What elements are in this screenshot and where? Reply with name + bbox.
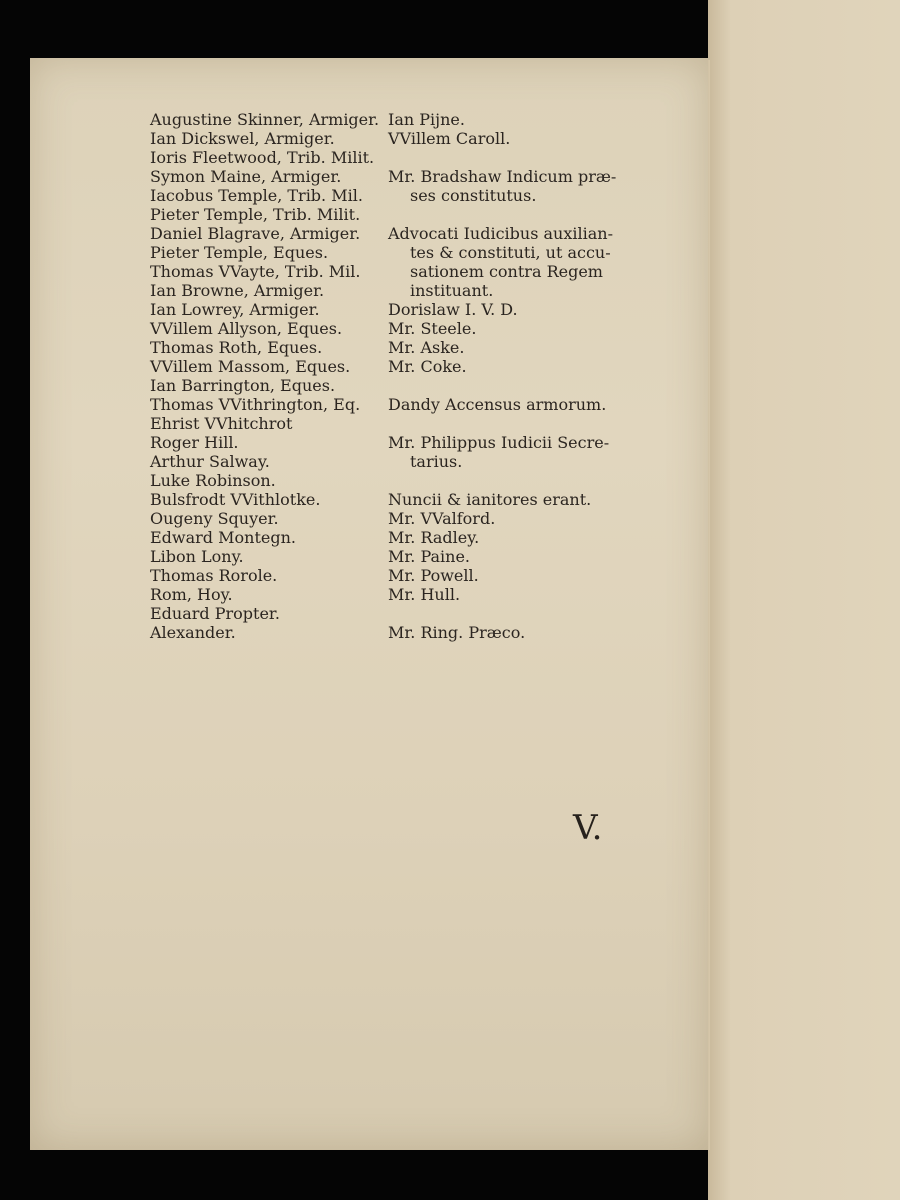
list-item: Thomas Roth, Eques. xyxy=(150,338,323,357)
list-item: Pieter Temple, Eques. xyxy=(150,243,329,262)
list-item: Iacobus Temple, Trib. Mil. xyxy=(150,186,363,205)
list-item: Arthur Salway. xyxy=(150,452,270,471)
list-item: Ougeny Squyer. xyxy=(150,509,279,528)
list-item: Mr. Steele. xyxy=(388,319,477,338)
list-item: Luke Robinson. xyxy=(150,471,276,490)
list-item: Mr. Hull. xyxy=(388,585,461,604)
list-item: Ian Lowrey, Armiger. xyxy=(150,300,320,319)
list-item: Ian Browne, Armiger. xyxy=(150,281,325,300)
president-heading: Mr. Bradshaw Indicum præ- xyxy=(388,167,617,186)
list-item: Alexander. xyxy=(150,623,236,642)
list-item: Ian Barrington, Eques. xyxy=(150,376,336,395)
list-item: Thomas Rorole. xyxy=(150,566,278,585)
next-page-edge xyxy=(708,0,900,1200)
praeco-line: Mr. Ring. Præco. xyxy=(388,623,526,642)
list-item: Ioris Fleetwood, Trib. Milit. xyxy=(150,148,375,167)
list-item: Mr. VValford. xyxy=(388,509,496,528)
list-item: Mr. Aske. xyxy=(388,338,465,357)
list-item: Mr. Paine. xyxy=(388,547,471,566)
nuncii-heading: Nuncii & ianitores erant. xyxy=(388,490,592,509)
list-item: Ehrist VVhitchrot xyxy=(150,414,293,433)
list-item: Libon Lony. xyxy=(150,547,244,566)
right-name-column xyxy=(388,110,628,642)
left-name-column xyxy=(150,110,390,642)
list-item: Mr. Powell. xyxy=(388,566,479,585)
list-item: Thomas VVayte, Trib. Mil. xyxy=(150,262,361,281)
list-item: Ian Pijne. xyxy=(388,110,465,129)
secretary-line: Mr. Philippus Iudicii Secre- xyxy=(388,433,610,452)
list-item: Bulsfrodt VVithlotke. xyxy=(150,490,321,509)
list-item: VVillem Allyson, Eques. xyxy=(150,319,343,338)
list-item: Symon Maine, Armiger. xyxy=(150,167,342,186)
advocates-heading-cont: tes & constituti, ut accu- xyxy=(410,243,611,262)
list-item: Pieter Temple, Trib. Milit. xyxy=(150,205,361,224)
advocates-heading-cont: sationem contra Regem xyxy=(410,262,603,281)
list-item: Augustine Skinner, Armiger. xyxy=(150,110,380,129)
list-item: Daniel Blagrave, Armiger. xyxy=(150,224,361,243)
list-item: Dorislaw I. V. D. xyxy=(388,300,518,319)
list-item: Mr. Radley. xyxy=(388,528,480,547)
list-item: Thomas VVithrington, Eq. xyxy=(150,395,361,414)
list-item: Roger Hill. xyxy=(150,433,239,452)
list-item: VVillem Massom, Eques. xyxy=(150,357,351,376)
advocates-heading-cont: instituant. xyxy=(410,281,494,300)
armorum-line: Dandy Accensus armorum. xyxy=(388,395,607,414)
list-item: Rom, Hoy. xyxy=(150,585,233,604)
president-heading-cont: ses constitutus. xyxy=(410,186,537,205)
list-item: Edward Montegn. xyxy=(150,528,296,547)
advocates-heading: Advocati Iudicibus auxilian- xyxy=(388,224,613,243)
list-item: VVillem Caroll. xyxy=(388,129,511,148)
list-item: Mr. Coke. xyxy=(388,357,467,376)
signature-mark: V. xyxy=(573,808,603,848)
list-item: Ian Dickswel, Armiger. xyxy=(150,129,335,148)
list-item: Eduard Propter. xyxy=(150,604,280,623)
secretary-line-cont: tarius. xyxy=(410,452,463,471)
